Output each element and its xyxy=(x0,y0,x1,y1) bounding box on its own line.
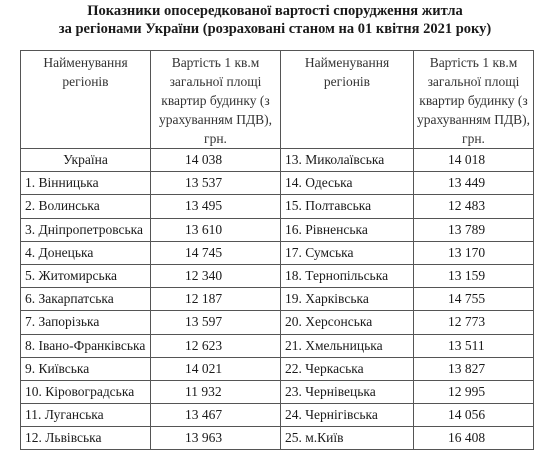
region-name-right: 25. м.Київ xyxy=(281,427,414,450)
region-name-right: 13. Миколаївська xyxy=(281,149,414,172)
region-value-right: 13 789 xyxy=(414,218,534,241)
region-name-right: 24. Чернігівська xyxy=(281,404,414,427)
region-value-right: 14 755 xyxy=(414,288,534,311)
region-name-left: 10. Кіровоградська xyxy=(21,380,151,403)
title-line-2: за регіонами України (розраховані станом на 01 квітня 2021 року) xyxy=(58,21,492,37)
region-name-left: 9. Київська xyxy=(21,357,151,380)
region-value-left: 13 467 xyxy=(151,404,281,427)
region-value-right: 13 511 xyxy=(414,334,534,357)
table-row xyxy=(21,427,534,450)
table-row xyxy=(21,195,534,218)
region-value-left: 11 932 xyxy=(151,380,281,403)
region-name-left: 12. Львівська xyxy=(21,427,151,450)
region-value-left: 12 187 xyxy=(151,288,281,311)
region-value-left: 13 963 xyxy=(151,427,281,450)
region-value-left: 12 623 xyxy=(151,334,281,357)
document-title xyxy=(0,2,550,38)
region-value-left: 14 021 xyxy=(151,357,281,380)
region-name-left: Україна xyxy=(21,149,151,172)
region-value-right: 12 995 xyxy=(414,380,534,403)
region-value-left: 14 038 xyxy=(151,149,281,172)
region-value-right: 14 056 xyxy=(414,404,534,427)
region-name-left: 5. Житомирська xyxy=(21,264,151,287)
region-value-left: 13 597 xyxy=(151,311,281,334)
table-row xyxy=(21,264,534,287)
table-row xyxy=(21,288,534,311)
region-name-right: 21. Хмельницька xyxy=(281,334,414,357)
region-name-left: 3. Дніпропетровська xyxy=(21,218,151,241)
region-name-left: 7. Запорізька xyxy=(21,311,151,334)
region-name-right: 23. Чернівецька xyxy=(281,380,414,403)
region-value-right: 12 773 xyxy=(414,311,534,334)
header-cost-left: Вартість 1 кв.м загальної площі квартир будинку (з урахуванням ПДВ), грн. xyxy=(151,51,281,149)
header-region-left: Найменування регіонів xyxy=(21,51,151,149)
region-value-right: 16 408 xyxy=(414,427,534,450)
region-name-right: 17. Сумська xyxy=(281,241,414,264)
region-value-right: 13 827 xyxy=(414,357,534,380)
cost-table xyxy=(20,50,534,450)
region-name-right: 18. Тернопільська xyxy=(281,264,414,287)
table-header-row xyxy=(21,51,534,149)
region-name-left: 8. Івано-Франківська xyxy=(21,334,151,357)
region-value-left: 13 537 xyxy=(151,172,281,195)
region-name-right: 22. Черкаська xyxy=(281,357,414,380)
table-row xyxy=(21,357,534,380)
table-row xyxy=(21,404,534,427)
region-value-right: 12 483 xyxy=(414,195,534,218)
region-name-right: 19. Харківська xyxy=(281,288,414,311)
region-value-left: 13 610 xyxy=(151,218,281,241)
region-name-right: 14. Одеська xyxy=(281,172,414,195)
title-line-1: Показники опосередкованої вартості спорудження житла xyxy=(87,3,463,19)
region-name-left: 2. Волинська xyxy=(21,195,151,218)
region-value-right: 13 159 xyxy=(414,264,534,287)
region-value-left: 12 340 xyxy=(151,264,281,287)
region-name-right: 15. Полтавська xyxy=(281,195,414,218)
region-name-right: 16. Рівненська xyxy=(281,218,414,241)
table-row xyxy=(21,311,534,334)
region-value-right: 13 449 xyxy=(414,172,534,195)
region-name-left: 4. Донецька xyxy=(21,241,151,264)
table-row xyxy=(21,172,534,195)
table-row xyxy=(21,241,534,264)
region-name-left: 11. Луганська xyxy=(21,404,151,427)
region-name-right: 20. Херсонська xyxy=(281,311,414,334)
header-cost-right: Вартість 1 кв.м загальної площі квартир будинку (з урахуванням ПДВ), грн. xyxy=(414,51,534,149)
table-row xyxy=(21,218,534,241)
region-name-left: 6. Закарпатська xyxy=(21,288,151,311)
region-name-left: 1. Вінницька xyxy=(21,172,151,195)
region-value-left: 13 495 xyxy=(151,195,281,218)
table-row xyxy=(21,149,534,172)
table-row xyxy=(21,334,534,357)
region-value-right: 13 170 xyxy=(414,241,534,264)
header-region-right: Найменування регіонів xyxy=(281,51,414,149)
region-value-right: 14 018 xyxy=(414,149,534,172)
region-value-left: 14 745 xyxy=(151,241,281,264)
table-row xyxy=(21,380,534,403)
